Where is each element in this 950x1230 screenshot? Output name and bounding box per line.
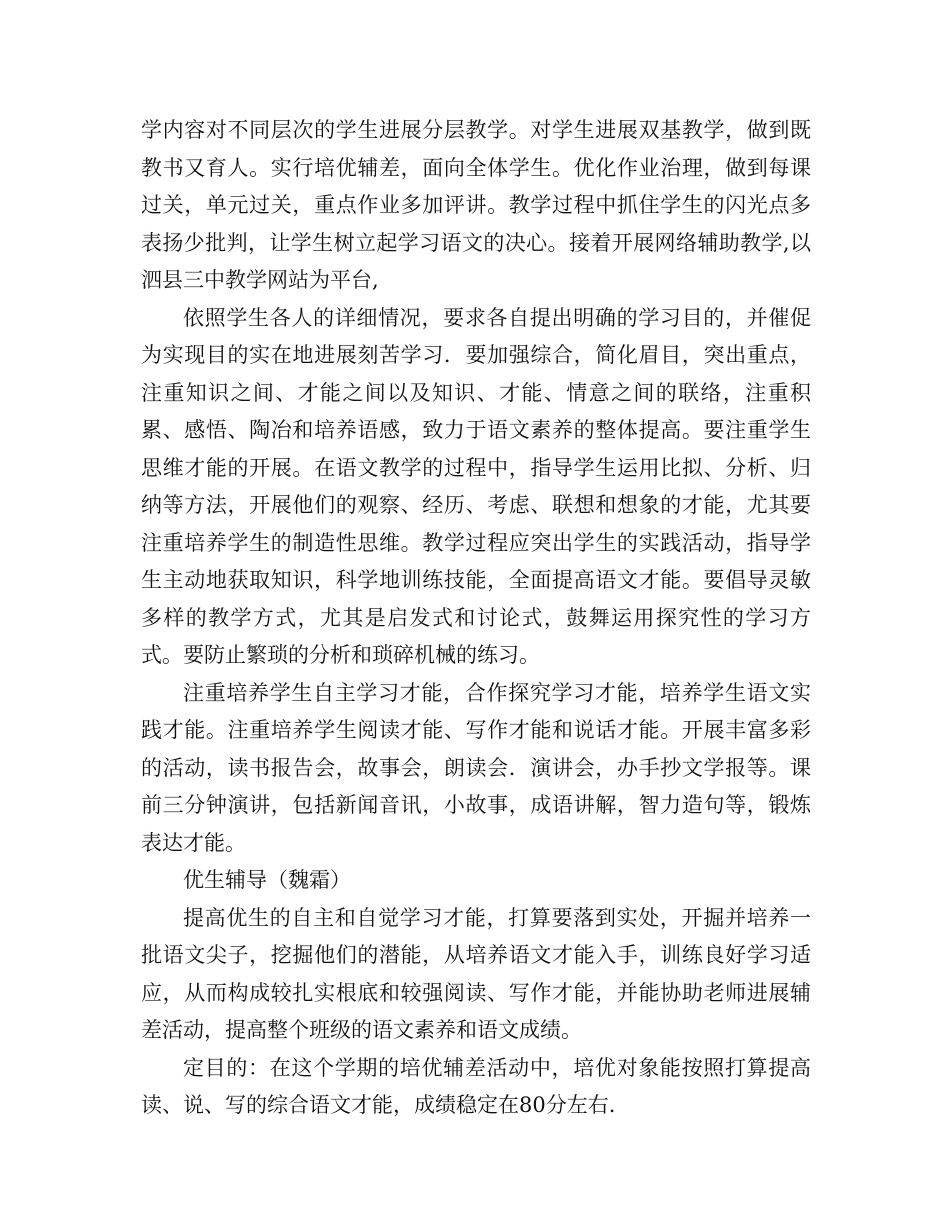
- paragraph-1: 学内容对不同层次的学生进展分层教学。对学生进展双基教学，做到既教书又育人。实行培优辅差，面向全体学生。优化作业治理，做到每课过关，单元过关，重点作业多加评讲。教学过程中抓住学生的闪光点多表扬少批判，让学生树立起学习语文的决心。接着开展网络辅助教学,以泗县三中教学网站为平台,: [141, 118, 811, 292]
- paragraph-5: 定目的：在这个学期的培优辅差活动中，培优对象能按照打算提高读、说、写的综合语文才能，成绩稳定在80分左右.: [141, 1055, 811, 1117]
- paragraph-2: 依照学生各人的详细情况，要求各自提出明确的学习目的，并催促为实现目的实在地进展刻苦学习．要加强综合，简化眉目，突出重点，注重知识之间、才能之间以及知识、才能、情意之间的联络，注重积累、感悟、陶冶和培养语感，致力于语文素养的整体提高。要注重学生思维才能的开展。在语文教学的过程中，指导学生运用比拟、分析、归纳等方法，开展他们的观察、经历、考虑、联想和想象的才能，尤其要注重培养学生的制造性思维。教学过程应突出学生的实践活动，指导学生主动地获取知识，科学地训练技能，全面提高语文才能。要倡导灵敏多样的教学方式，尤其是启发式和讨论式，鼓舞运用探究性的学习方式。要防止繁琐的分析和琐碎机械的练习。: [141, 305, 811, 667]
- paragraph-3: 注重培养学生自主学习才能，合作探究学习才能，培养学生语文实践才能。注重培养学生阅读才能、写作才能和说话才能。开展丰富多彩的活动，读书报告会，故事会，朗读会．演讲会，办手抄文学报等。课前三分钟演讲，包括新闻音讯，小故事，成语讲解，智力造句等，锻炼表达才能。: [141, 680, 811, 855]
- document-body: [141, 112, 811, 1125]
- section-heading: 优生辅导（魏霜）: [183, 868, 351, 892]
- paragraph-4: 提高优生的自主和自觉学习才能，打算要落到实处，开掘并培养一批语文尖子，挖掘他们的潜能，从培养语文才能入手，训练良好学习适应，从而构成较扎实根底和较强阅读、写作才能，并能协助老师进展辅差活动，提高整个班级的语文素养和语文成绩。: [141, 905, 811, 1042]
